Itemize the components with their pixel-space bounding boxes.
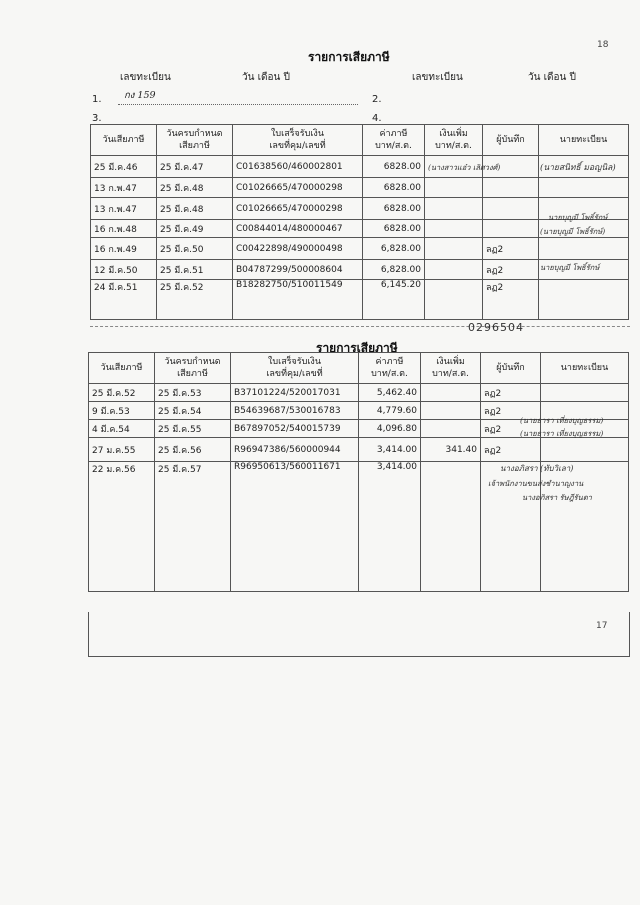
due-date: 25 มี.ค.47: [157, 156, 233, 178]
due-date: 25 มี.ค.57: [155, 462, 231, 592]
table-row: [91, 178, 629, 198]
table-header-row: [91, 125, 629, 156]
table-row: [89, 438, 629, 462]
header-registrar: นายทะเบียน: [541, 353, 629, 384]
paid-date: 4 มี.ค.54: [89, 420, 155, 438]
signature-stamp: นายบุญมี โพธิ์รักษ์: [548, 213, 608, 222]
due-date: 25 มี.ค.54: [155, 402, 231, 420]
table-footer-box: [88, 612, 630, 657]
paid-date: 13 ก.พ.47: [91, 178, 157, 198]
receipt-number: C01638560/460002801: [233, 156, 363, 178]
due-date: 25 มี.ค.52: [157, 280, 233, 320]
page-number-top: 18: [597, 40, 609, 50]
extra-amount: [425, 260, 483, 280]
signature-stamp: นายบุญมี โพธิ์รักษ์: [540, 263, 600, 272]
header-paid-date: วันเสียภาษี: [91, 125, 157, 156]
tax-amount: 3,414.00: [359, 438, 421, 462]
paid-date: 24 มี.ค.51: [91, 280, 157, 320]
due-date: 25 มี.ค.48: [157, 178, 233, 198]
signature-stamp: (นายบุญมี โพธิ์รักษ์): [540, 227, 606, 236]
header-extra: เงินเพิ่ม บาท/ส.ต.: [425, 125, 483, 156]
receipt-number: B04787299/500008604: [233, 260, 363, 280]
date-label-1: วัน เดือน ปี: [242, 72, 290, 83]
tax-amount: 6,828.00: [363, 238, 425, 260]
receipt-number: R96947386/560000944: [231, 438, 359, 462]
reg-label-1: เลขทะเบียน: [120, 72, 171, 83]
row-number-2: 2.: [372, 94, 382, 105]
page-number-bottom: 17: [596, 621, 608, 631]
recorder: ลฏ2: [483, 280, 539, 320]
paid-date: 16 ก.พ.48: [91, 220, 157, 238]
serial-fragment: 0296504: [468, 321, 524, 334]
tax-amount: 6,145.20: [363, 280, 425, 320]
date-label-2: วัน เดือน ปี: [528, 72, 576, 83]
signature-stamp: (นายสนิทธิ์ มอญนิล): [540, 163, 616, 173]
header-receipt: ใบเสร็จรับเงิน เลขที่คุม/เลขที่: [233, 125, 363, 156]
recorder: [483, 198, 539, 220]
tax-amount: 6828.00: [363, 178, 425, 198]
extra-amount: [425, 198, 483, 220]
signature-stamp: นางอภิสรา (ทับวิเลา): [500, 464, 574, 473]
registrar: [539, 238, 629, 260]
due-date: 25 มี.ค.53: [155, 384, 231, 402]
extra-amount: [425, 238, 483, 260]
row-number-1: 1.: [92, 94, 102, 105]
extra-amount: [421, 384, 481, 402]
recorder: [483, 178, 539, 198]
recorder: [483, 220, 539, 238]
recorder: ลฏ2: [483, 238, 539, 260]
signature-stamp: นางอภิสรา รัษฎีรันดา: [522, 493, 592, 502]
header-tax: ค่าภาษี บาท/ส.ต.: [363, 125, 425, 156]
paid-date: 27 ม.ค.55: [89, 438, 155, 462]
section1-title: รายการเสียภาษี: [308, 50, 390, 64]
extra-amount: 341.40: [421, 438, 481, 462]
extra-amount: [421, 462, 481, 592]
receipt-number: B18282750/510011549: [233, 280, 363, 320]
paid-date: 25 มี.ค.52: [89, 384, 155, 402]
section2-title: รายการเสียภาษี: [316, 341, 398, 355]
table-row: [89, 384, 629, 402]
extra-amount: [425, 280, 483, 320]
due-date: 25 มี.ค.55: [155, 420, 231, 438]
reg-label-2: เลขทะเบียน: [412, 72, 463, 83]
extra-amount: [421, 420, 481, 438]
tax-amount: 5,462.40: [359, 384, 421, 402]
recorder: ลฏ2: [481, 384, 541, 402]
header-due-date: วันครบกำหนด เสียภาษี: [157, 125, 233, 156]
tax-amount: 4,096.80: [359, 420, 421, 438]
header-tax: ค่าภาษี บาท/ส.ต.: [359, 353, 421, 384]
receipt-number: C01026665/470000298: [233, 178, 363, 198]
recorder: ลฏ2: [483, 260, 539, 280]
paid-date: 12 มี.ค.50: [91, 260, 157, 280]
due-date: 25 มี.ค.50: [157, 238, 233, 260]
paid-date: 16 ก.พ.49: [91, 238, 157, 260]
tax-amount: 4,779.60: [359, 402, 421, 420]
header-recorder: ผู้บันทึก: [481, 353, 541, 384]
tax-amount: 6,828.00: [363, 260, 425, 280]
registrar: [539, 178, 629, 198]
divider: [90, 326, 630, 327]
due-date: 25 มี.ค.51: [157, 260, 233, 280]
header-paid-date: วันเสียภาษี: [89, 353, 155, 384]
header-due-date: วันครบกำหนด เสียภาษี: [155, 353, 231, 384]
receipt-number: B54639687/530016783: [231, 402, 359, 420]
header-registrar: นายทะเบียน: [539, 125, 629, 156]
dotted-line: [118, 104, 358, 105]
extra-amount: [425, 178, 483, 198]
receipt-number: B37101224/520017031: [231, 384, 359, 402]
table-row: [91, 238, 629, 260]
signature-stamp: (นายธารา เที่ยงบุญธรรม): [520, 416, 604, 425]
paid-date: 22 ม.ค.56: [89, 462, 155, 592]
header-receipt: ใบเสร็จรับเงิน เลขที่คุม/เลขที่: [231, 353, 359, 384]
due-date: 25 มี.ค.56: [155, 438, 231, 462]
receipt-number: B67897052/540015739: [231, 420, 359, 438]
header-extra: เงินเพิ่ม บาท/ส.ต.: [421, 353, 481, 384]
recorder: ลฏ2: [481, 402, 541, 420]
registrar: [541, 384, 629, 402]
recorder: ลฏ2: [481, 420, 541, 438]
tax-amount: 6828.00: [363, 156, 425, 178]
receipt-number: C00844014/480000467: [233, 220, 363, 238]
recorder: ลฏ2: [481, 438, 541, 462]
row-number-4: 4.: [372, 113, 382, 124]
signature-stamp: (นายธารา เที่ยงบุญธรรม): [520, 429, 604, 438]
registrar: [539, 280, 629, 320]
table-header-row: [89, 353, 629, 384]
table-row: [91, 280, 629, 320]
paid-date: 13 ก.พ.47: [91, 198, 157, 220]
receipt-number: C00422898/490000498: [233, 238, 363, 260]
signature-stamp: (นางสาวแอ๋ว เลิศวงศ์): [428, 163, 501, 172]
registrar: [541, 438, 629, 462]
paid-date: 9 มี.ค.53: [89, 402, 155, 420]
tax-amount: 3,414.00: [359, 462, 421, 592]
paid-date: 25 มี.ค.46: [91, 156, 157, 178]
signature-stamp: เจ้าพนักงานขนส่งชำนาญงาน: [488, 479, 584, 488]
tax-amount: 6828.00: [363, 198, 425, 220]
due-date: 25 มี.ค.49: [157, 220, 233, 238]
receipt-number: R96950613/560011671: [231, 462, 359, 592]
header-recorder: ผู้บันทึก: [483, 125, 539, 156]
row-number-3: 3.: [92, 113, 102, 124]
tax-amount: 6828.00: [363, 220, 425, 238]
registration-value-1: กง 159: [124, 90, 156, 101]
extra-amount: [421, 402, 481, 420]
receipt-number: C01026665/470000298: [233, 198, 363, 220]
due-date: 25 มี.ค.48: [157, 198, 233, 220]
extra-amount: [425, 220, 483, 238]
